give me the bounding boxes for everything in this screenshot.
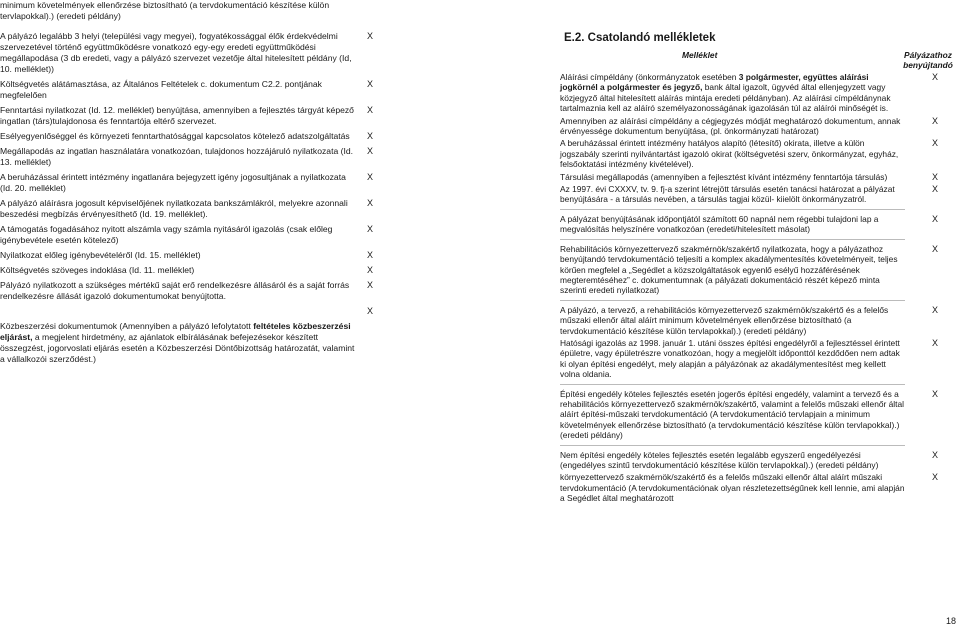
attachment-text-pre: Hatósági igazolás az 1998. január 1. utáni összes építési engedélyről a fejlesztéssel érintett épületre, vagy épületrészre vonatkozóan, hogy a megjelölt időponttól kezdődően nem adtak ki olyan építési engedélyt, mely alapján a pályázónak az akadálymentesítést meg kellett volna oldania. — [560, 337, 900, 380]
left-row-mark: X — [366, 146, 373, 156]
attachment-text-pre: Építési engedély köteles fejlesztés esetén jogerős építési engedély, valamint a tervező és a rehabilitációs környezettervező szakmérnök/szakértő, valamint a felelős műszaki ellenőr által aláírt építési-műszaki tervdokumentáció (A tervdokumentáció tervlapjain a minimum követelmények ellenőrzése biztosítható (a tervdokumentáció készítése külön tervlapokkal).) (eredeti példány) — [560, 388, 904, 441]
attachment-text — [560, 214, 905, 235]
attachment-text — [560, 138, 905, 169]
left-final-paragraph — [0, 321, 355, 365]
attachment-text — [560, 72, 905, 114]
attachment-mark: X — [931, 472, 938, 483]
left-row-text: Megállapodás az ingatlan használatára vonatkozóan, tulajdonos hozzájáruló nyilatkozata (Id. 13. melléklet) — [0, 146, 354, 167]
left-column — [0, 0, 385, 365]
attachment-mark: X — [931, 213, 938, 224]
left-row-mark: X — [366, 306, 373, 316]
left-row-mark: X — [366, 198, 373, 208]
attachment-text — [560, 389, 905, 441]
attachment-text-pre: A beruházással érintett intézmény hatályos alapító (létesítő) okirata, illetve a külön jogszabály szerinti nyilvántartást igazoló okirat (költségvetési szerv, önkormányzat, egyház, felsőoktatási intézmény kivételével). — [560, 138, 899, 170]
attachment-mark: X — [931, 337, 938, 348]
table-header — [556, 50, 960, 70]
attachment-text — [560, 172, 905, 182]
left-row — [0, 224, 385, 246]
attachment-text — [560, 184, 905, 205]
attachment-mark: X — [931, 304, 938, 315]
row-divider — [560, 384, 905, 385]
attachment-text — [560, 244, 905, 296]
attachment-row — [556, 338, 960, 380]
attachment-mark: X — [931, 171, 938, 182]
left-row — [0, 198, 385, 220]
row-divider — [560, 209, 905, 210]
left-row-text: Nyilatkozat előleg igénybevételéről (Id. 15. melléklet) — [0, 250, 201, 260]
attachment-mark: X — [931, 184, 938, 195]
left-row-text: Költségvetés alátámasztása, az Általános Feltételek c. dokumentum C2.2. pontjának megfelelően — [0, 79, 322, 100]
attachment-text — [560, 116, 905, 137]
left-row — [0, 306, 385, 317]
attachment-text — [560, 305, 905, 336]
left-row — [0, 280, 385, 302]
left-final-pre: Közbeszerzési dokumentumok (Amennyiben a pályázó lefolytatott — [0, 321, 251, 331]
left-row — [0, 31, 385, 75]
attachment-text-pre: A pályázat benyújtásának időpontjától számított 60 napnál nem régebbi tulajdoni lap a megvalósítás helyszínére vonatkozóan (eredeti/hitelesített másolat) — [560, 213, 879, 235]
right-column — [556, 32, 960, 506]
left-row-mark: X — [366, 79, 373, 89]
attachment-text-pre: környezettervező szakmérnök/szakértő és a felelős műszaki ellenőr által aláírt műszaki tervdokumentáció (A tervdokumentációnak olyan részletezettségűnek kell lennie, ami alapján a Segédlet által meghatározott — [560, 472, 905, 504]
attachment-row — [556, 184, 960, 205]
left-row-text: Pályázó nyilatkozott a szükséges mértékű saját erő rendelkezésre állásáról és a saját forrás rendelkezésre állását igazoló dokumentumokat benyújtotta. — [0, 280, 350, 301]
row-divider — [560, 239, 905, 240]
attachment-text-pre: Amennyiben az aláírási címpéldány a cégjegyzés módját meghatározó dokumentum, annak érvényessége dokumentum benyújtása, (pl. önkormányzati határozat) — [560, 115, 901, 137]
attachment-text-pre: Aláírási címpéldány (önkormányzatok esetében — [560, 72, 739, 82]
attachment-mark: X — [931, 449, 938, 460]
left-row-text: A pályázó legalább 3 helyi (települési vagy megyei), fogyatékossággal élők érdekvédelmi szervezetével történő együttműködésre vonatkozó egy-egy eredeti együttműködési megállapodása (3 db eredeti, vagy a pályázó szervezet vezetője által hitelesített példány (Id, 10. melléklet)) — [0, 31, 352, 74]
left-row-mark: X — [366, 265, 373, 275]
attachment-row — [556, 389, 960, 441]
attachment-text-pre: Társulási megállapodás (amennyiben a fejlesztést kívánt intézmény fenntartója társulás) — [560, 171, 888, 182]
attachment-text-bold: 3 polgármester, együttes aláírási jogkörnél a polgármester és jegyző, — [560, 72, 869, 93]
attachment-text-pre: Rehabilitációs környezettervező szakmérnök/szakértő nyilatkozata, hogy a pályázathoz benyújtandó tervdokumentáció teljesíti a komplex akadálymentesítés követelményeit, teljes körűen megfelel a „Segédlet a közszolgáltatások egyenlő esélyű hozzáférésének megteremtéséhez” c. dokumentumnak (a pályázati dokumentáció részét képező minta szerinti eredeti nyilatkozat) — [560, 243, 898, 296]
left-row-text: Költségvetés szöveges indoklása (Id. 11. melléklet) — [0, 265, 195, 275]
attachment-mark: X — [931, 243, 938, 254]
right-items — [556, 72, 960, 504]
attachment-text-pre: Nem építési engedély köteles fejlesztés esetén legalább egyszerű engedélyezési (engedélyes szintű tervdokumentáció készítése külön tervlapokkal).) (eredeti példány) — [560, 449, 879, 470]
attachment-text — [560, 450, 905, 471]
section-title: E.2. Csatolandó mellékletek — [564, 32, 716, 44]
attachment-row — [556, 305, 960, 336]
attachment-mark: X — [931, 138, 938, 149]
left-row-mark: X — [366, 224, 373, 234]
left-row-mark: X — [366, 31, 373, 41]
attachment-row — [556, 472, 960, 503]
column-header-attachment: Melléklet — [682, 50, 718, 60]
attachment-mark: X — [931, 388, 938, 399]
attachment-row — [556, 244, 960, 296]
attachment-text-post: bank által igazolt, ügyvéd által ellenjegyzett vagy közjegyző által hitelesített aláírás mintája eredeti példányban). Az aláírási címpéldánynak tartalmaznia kell az aláíró személyazonosságának igazolásán túl az aláírói minőségét is. — [560, 82, 891, 114]
left-row-text: A beruházással érintett intézmény ingatlanára bejegyzett igény jogosultjának a nyilatkozata (Id. 20. melléklet) — [0, 172, 346, 193]
left-row-mark: X — [366, 105, 373, 115]
column-header-submit: Pályázathoz benyújtandó — [903, 50, 953, 70]
left-final-bold: feltételes közbeszerzési eljárást, — [0, 321, 351, 342]
attachment-row — [556, 138, 960, 169]
row-divider — [560, 300, 905, 301]
attachment-row — [556, 450, 960, 471]
left-row — [0, 131, 385, 142]
attachment-text — [560, 472, 905, 503]
row-divider — [560, 445, 905, 446]
left-row — [0, 250, 385, 261]
attachment-row — [556, 116, 960, 137]
left-row — [0, 79, 385, 101]
left-row-mark: X — [366, 172, 373, 182]
left-row — [0, 105, 385, 127]
left-row-mark: X — [366, 131, 373, 141]
left-final-post: a megjelent hirdetmény, az ajánlatok elbírálásának befejezésekor készített összegzést, jogorvoslati eljárás esetén a Közbeszerzési Döntőbizottság határozatát, valamint a vállalkozói szerződést.) — [0, 332, 355, 364]
attachment-text-pre: A pályázó, a tervező, a rehabilitációs környezettervező szakmérnök/szakértő és a felelős műszaki ellenőr által aláírt minimum követelmények ellenőrzése biztosítható (a tervdokumentáció készítése külön tervlapokkal).) (eredeti példány) — [560, 304, 889, 336]
left-row-mark: X — [366, 280, 373, 290]
left-row-mark: X — [366, 250, 373, 260]
attachment-text-pre: Az 1997. évi CXXXV, tv. 9. fj-a szerint létrejött társulás esetén tanácsi határozat a pályázat benyújtására - a társulás nevében, a társulás tagjai közül- kiielölt önkormányzatról. — [560, 184, 895, 205]
attachment-text — [560, 338, 905, 380]
left-row — [0, 172, 385, 194]
attachment-mark: X — [931, 115, 938, 126]
left-row — [0, 265, 385, 276]
left-intro-text: minimum követelmények ellenőrzése biztosítható (a tervdokumentáció készítése külön tervlapokkal).) (eredeti példány) — [0, 0, 330, 21]
attachment-row — [556, 214, 960, 235]
attachment-row — [556, 172, 960, 182]
left-row-text: Fenntartási nyilatkozat (Id. 12. melléklet) benyújtása, amennyiben a fejlesztés tárgyát képező ingatlan (társ)tulajdonosa és fenntartója eltérő szervezet. — [0, 105, 354, 126]
left-row-text: A támogatás fogadásához nyitott alszámla vagy számla nyitásáról igazolás (csak előleg igénybevétele esetén kötelező) — [0, 224, 333, 245]
left-row-text: A pályázó aláírásra jogosult képviselőjének nyilatkozata bankszámlákról, melyekre azonnali beszedési megbízás érvényesíthető (Id. 19. melléklet). — [0, 198, 348, 219]
left-row — [0, 146, 385, 168]
left-row-text: Esélyegyenlőséggel és környezeti fenntarthatósággal kapcsolatos kötelező adatszolgáltatás — [0, 131, 350, 141]
attachment-row — [556, 72, 960, 114]
page-number: 18 — [945, 616, 956, 626]
attachment-mark: X — [931, 72, 938, 82]
left-rows — [0, 31, 385, 317]
